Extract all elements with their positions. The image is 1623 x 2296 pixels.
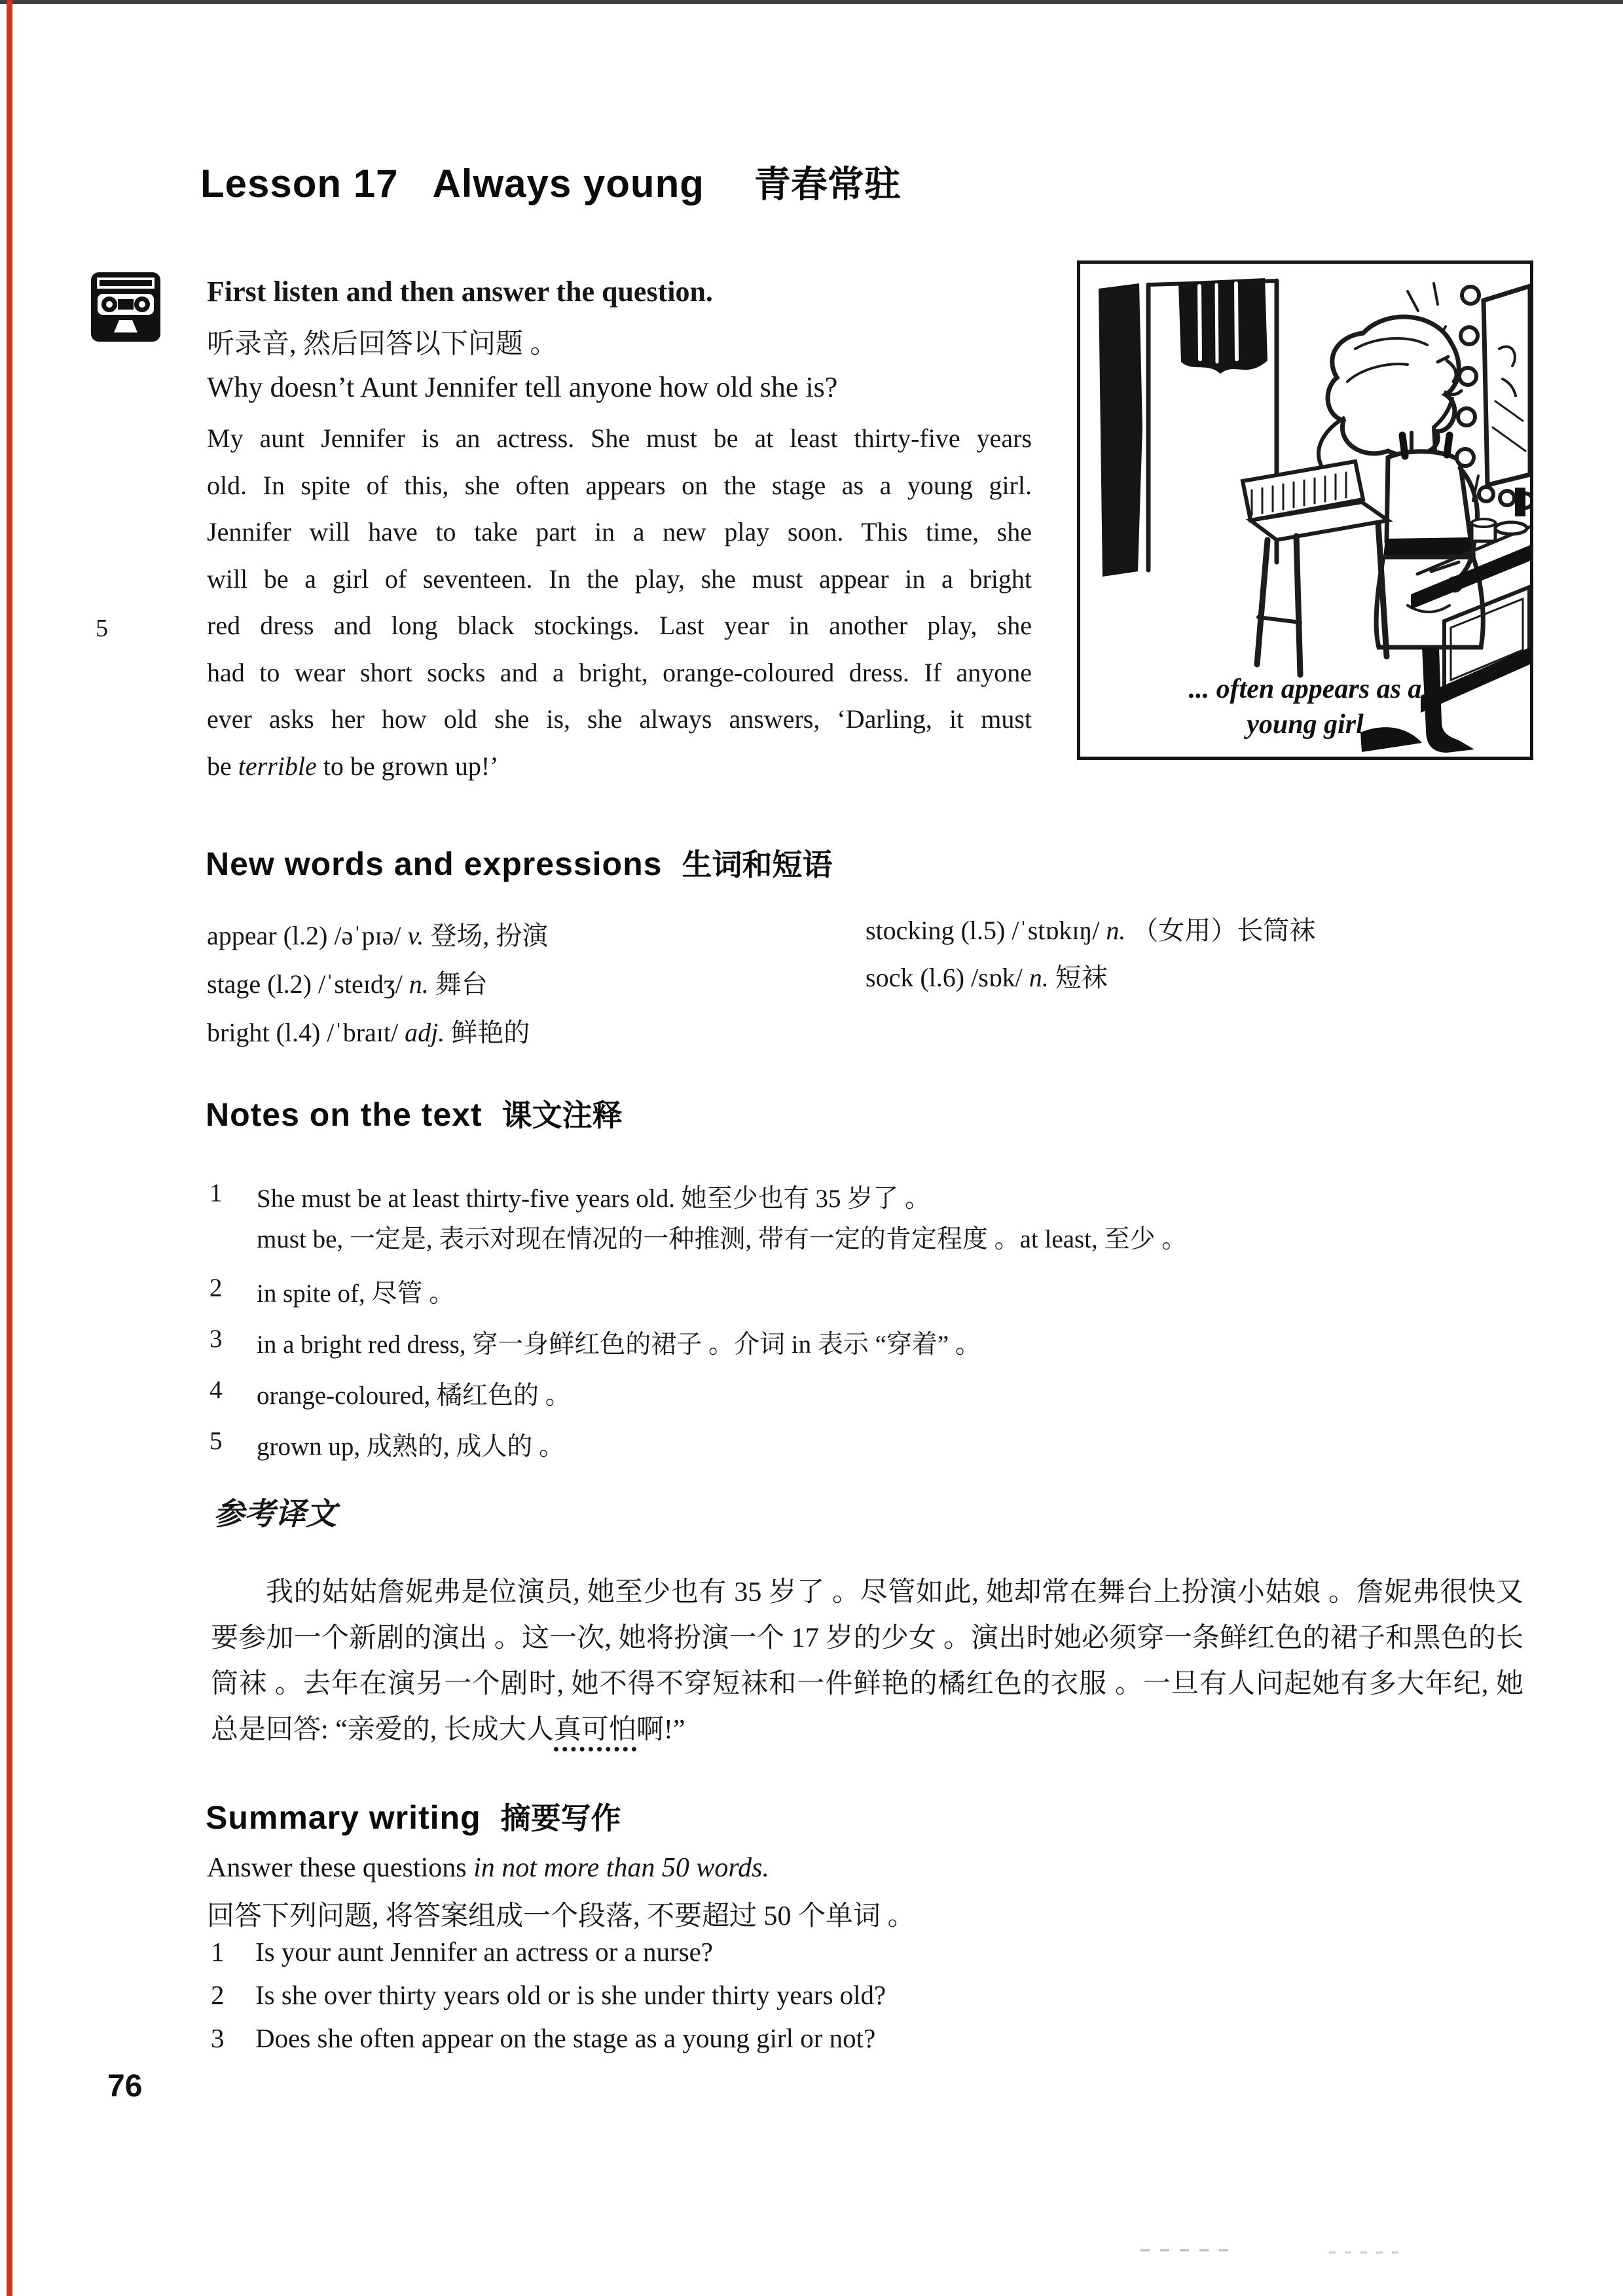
question-number: 2 [211,1980,225,2010]
passage [207,415,1032,789]
note-number: 5 [210,1427,223,1455]
word-entry: sock (l.6) /sɒk/ n. 短袜 [866,963,1108,992]
scan-artifact [1140,2249,1239,2251]
new-words-heading [206,841,832,884]
passage-line: old. In spite of this, she often appears on the stage as a young girl. [207,470,1032,500]
note-number: 2 [210,1274,223,1302]
translation-line: 要参加一个新剧的演出 。这一次, 她将扮演一个 17 岁的少女 。演出时她必须穿一条鲜红色的裙子和黑色的长 [211,1623,1523,1653]
lesson-title [200,156,901,208]
passage-line: Jennifer will have to take part in a new play soon. This time, she [207,517,1032,547]
notes-heading-en: Notes on the text [206,1096,483,1133]
translation-line: 筒袜 。去年在演另一个剧时, 她不得不穿短袜和一件鲜艳的橘红色的衣服 。一旦有人问起她有多大年纪, 她 [211,1669,1523,1699]
question-text: Is your aunt Jennifer an actress or a nurse? [255,1937,714,1967]
question-text: Does she often appear on the stage as a young girl or not? [255,2023,876,2053]
passage-line: had to wear short socks and a bright, orange-coloured dress. If anyone [207,657,1032,687]
caption-line-2: young girl [1247,709,1364,740]
summary-heading-zh: 摘要写作 [500,1801,621,1835]
passage-line: My aunt Jennifer is an actress. She must be at least thirty-five years [207,423,1032,453]
passage-line: will be a girl of seventeen. In the play, she must appear in a bright [207,564,1032,594]
note-text: grown up, 成熟的, 成人的 。 [257,1433,565,1461]
word-entry: appear (l.2) /əˈpɪə/ v. 登场, 扮演 [207,921,549,950]
translation-line: 总是回答: “亲爱的, 长成大人真可怕啊!” [211,1707,1523,1753]
cassette-icon [89,270,162,344]
new-words-heading-zh: 生词和短语 [682,848,833,882]
note-number: 1 [210,1179,223,1207]
question-number: 3 [211,2023,225,2053]
passage-line: be terrible to be grown up!’ [207,751,499,781]
note-number: 3 [210,1325,223,1353]
page-number: 76 [107,2069,143,2104]
lesson-name-en: Always young [432,162,704,206]
note-text: in a bright red dress, 穿一身鲜红色的裙子 。介词 in 表示 “穿着” 。 [257,1331,981,1359]
summary-instruction-zh: 回答下列问题, 将答案组成一个段落, 不要超过 50 个单词 。 [207,1901,915,1931]
translation-paragraph [211,1570,1523,1753]
summary-heading [206,1795,621,1838]
translation-heading: 参考译文 [213,1498,337,1532]
caption-line-1: ... often appears as a [1188,674,1422,704]
listen-instruction-en: First listen and then answer the question. [207,276,713,308]
listen-question: Why doesn’t Aunt Jennifer tell anyone how old she is? [207,371,838,403]
passage-line-number: 5 [96,615,108,642]
listen-instruction-zh: 听录音, 然后回答以下问题 。 [207,329,558,359]
lesson-number: Lesson 17 [200,162,399,206]
word-entry: stage (l.2) /ˈsteɪdʒ/ n. 舞台 [207,969,488,999]
note-text: orange-coloured, 橘红色的 。 [257,1382,571,1410]
new-words-heading-en: New words and expressions [206,846,663,882]
word-entry: stocking (l.5) /ˈstɒkɪŋ/ n. （女用）长筒袜 [866,916,1316,945]
word-entry: bright (l.4) /ˈbraɪt/ adj. 鲜艳的 [207,1018,530,1047]
note-text-continued: must be, 一定是, 表示对现在情况的一种推测, 带有一定的肯定程度 。at least, 至少 。 [257,1225,1188,1253]
top-rule [0,0,1623,4]
question-text: Is she over thirty years old or is she under thirty years old? [255,1980,886,2010]
summary-instruction: Answer these questions in not more than 50 words. [207,1853,770,1883]
note-text: She must be at least thirty-five years old. 她至少也有 35 岁了 。 [257,1185,931,1213]
question-number: 1 [211,1937,225,1967]
passage-line: ever asks her how old she is, she always answers, ‘Darling, it must [207,704,1032,734]
note-number: 4 [210,1376,223,1404]
translation-line: 我的姑姑詹妮弗是位演员, 她至少也有 35 岁了 。尽管如此, 她却常在舞台上扮演小姑娘 。詹妮弗很快又 [266,1577,1523,1607]
note-text: in spite of, 尽管 。 [257,1280,455,1308]
summary-heading-en: Summary writing [206,1799,481,1836]
scan-artifact [1329,2251,1401,2253]
illustration [1077,260,1533,760]
lesson-name-zh: 青春常驻 [754,164,901,205]
left-red-rule [7,0,12,2296]
emphasized-text: 真可怕 [554,1715,636,1751]
illustration-caption [1080,672,1530,742]
passage-line: red dress and long black stockings. Last year in another play, she [207,611,1032,640]
notes-heading [206,1092,623,1135]
notes-heading-zh: 课文注释 [501,1098,623,1132]
